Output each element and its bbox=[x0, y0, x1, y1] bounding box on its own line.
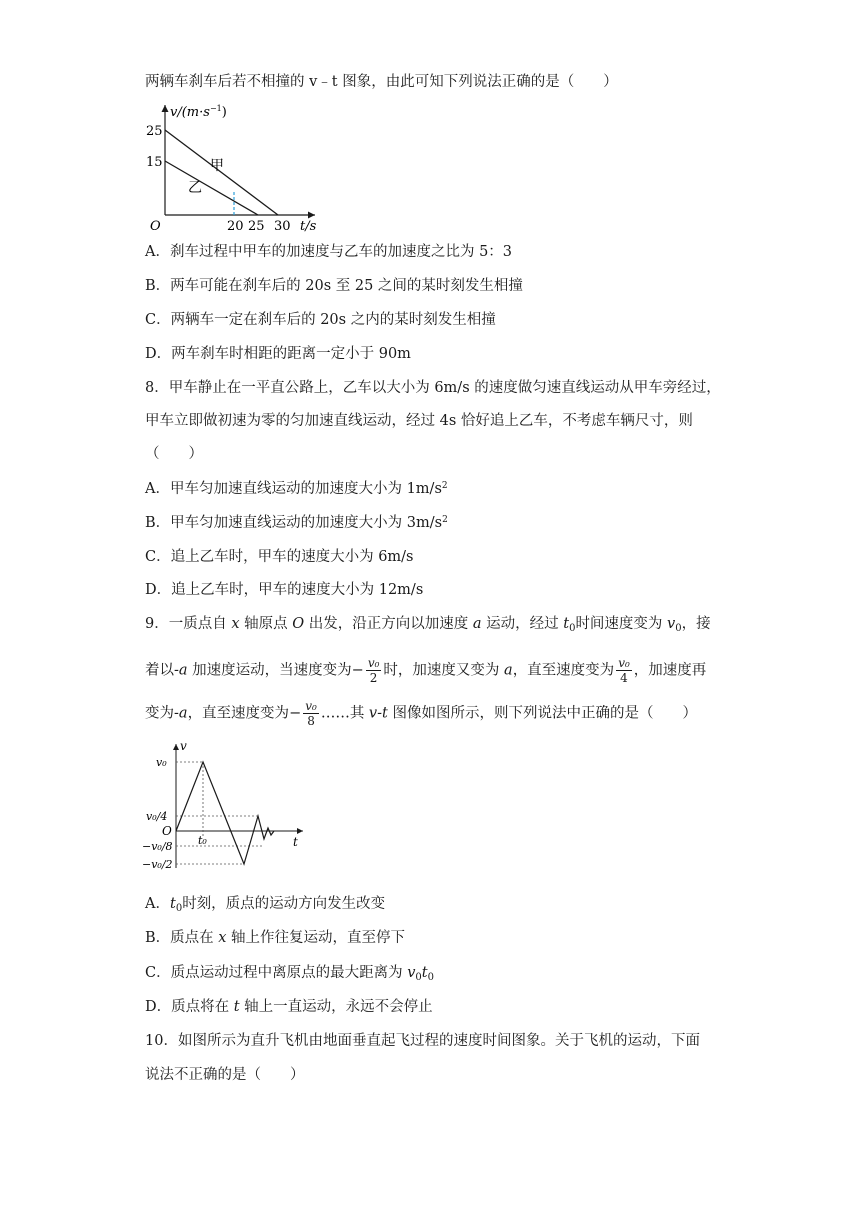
q10-stem-line-1: 10．如图所示为直升飞机由地面垂直起飞过程的速度时间图象。关于飞机的运动，下面 bbox=[145, 1033, 700, 1049]
q8-stem-line-3: （ ） bbox=[145, 446, 203, 462]
q8-option-b: B．甲车匀加速直线运动的加速度大小为 $3m/s^2$ bbox=[145, 515, 448, 531]
q9-option-c: C．质点运动过程中离原点的最大距离为 $v_0t_0$ bbox=[145, 965, 434, 983]
q7-y-label: $v/(m\cdot s^{-1})$ bbox=[170, 104, 227, 120]
q7-origin: O bbox=[150, 219, 161, 234]
q7-option-b: B．两车可能在刹车后的 20s 至 25 之间的某时刻发生相撞 bbox=[145, 278, 523, 294]
q7-label-yi: 乙 bbox=[188, 180, 202, 196]
q8-option-c: C．追上乙车时，甲车的速度大小为 6m/s bbox=[145, 549, 414, 565]
q10-stem-line-2: 说法不正确的是（ ） bbox=[145, 1067, 305, 1083]
q9-tick-neg-v0-2: −v₀/2 bbox=[142, 858, 173, 871]
q8-stem-line-2: 甲车立即做初速为零的匀加速直线运动，经过 4s 恰好追上乙车，不考虑车辆尺寸，则 bbox=[145, 413, 693, 429]
q7-label-jia: 甲 bbox=[210, 158, 224, 174]
q9-origin: O bbox=[162, 824, 172, 838]
q8-option-d: D．追上乙车时，甲车的速度大小为 12m/s bbox=[145, 582, 424, 598]
q7-option-d: D．两车刹车时相距的距离一定小于 90m bbox=[145, 346, 411, 362]
q9-stem-line-2: 着以-a 加速度运动，当速度变为− $\frac{\text{v₀}}{2}$ 时，加速度又变为 a，直至速度变为 $\frac{\text{v₀}}{4}$ ，加速度再 bbox=[145, 656, 707, 685]
q7-stem: 两辆车刹车后若不相撞的 v﹣t 图象，由此可知下列说法正确的是（ ） bbox=[145, 74, 618, 90]
q9-v-label: v bbox=[180, 740, 187, 753]
fraction-v0-8: $\frac{\text{v₀}}{8}$ bbox=[305, 699, 317, 728]
q9-tick-v0: v₀ bbox=[156, 756, 167, 769]
q9-tick-v0-4: v₀/4 bbox=[146, 810, 168, 823]
q7-x-label: t/s bbox=[300, 219, 317, 234]
q7-vt-graph bbox=[140, 100, 330, 235]
q7-option-a: A．刹车过程中甲车的加速度与乙车的加速度之比为 5：3 bbox=[145, 244, 513, 260]
q9-option-a: A．$t_0$时刻，质点的运动方向发生改变 bbox=[145, 896, 386, 914]
q7-tick-25: 25 bbox=[146, 124, 163, 139]
q9-tick-neg-v0-8: −v₀/8 bbox=[142, 840, 173, 853]
q9-velocity-curve bbox=[176, 762, 274, 864]
fraction-v0-4: $\frac{\text{v₀}}{4}$ bbox=[618, 656, 630, 685]
q9-t-label: t bbox=[293, 835, 298, 849]
q7-xtick-30: 30 bbox=[274, 219, 291, 234]
q7-xtick-20: 20 bbox=[227, 219, 244, 234]
q9-tick-t0: t₀ bbox=[198, 834, 207, 847]
q9-vt-graph bbox=[138, 740, 313, 875]
fraction-v0-2: $\frac{\text{v₀}}{2}$ bbox=[367, 656, 380, 685]
q7-xtick-25: 25 bbox=[248, 219, 265, 234]
q9-stem-line-3: 变为-a，直至速度变为− $\frac{\text{v₀}}{8}$ ……其 v-t 图像如图所示，则下列说法中正确的是（ ） bbox=[145, 699, 697, 728]
q8-stem-line-1: 8．甲车静止在一平直公路上，乙车以大小为 6m/s 的速度做匀速直线运动从甲车旁经过， bbox=[145, 380, 721, 396]
q9-option-d: D．质点将在 t 轴上一直运动，永远不会停止 bbox=[145, 999, 433, 1015]
q8-option-a: A．甲车匀加速直线运动的加速度大小为 $1m/s^2$ bbox=[145, 481, 448, 497]
q9-option-b: B．质点在 x 轴上作往复运动，直至停下 bbox=[145, 930, 406, 946]
q7-option-c: C．两辆车一定在刹车后的 20s 之内的某时刻发生相撞 bbox=[145, 312, 496, 328]
q7-tick-15: 15 bbox=[146, 155, 163, 170]
q9-stem-line-1: 9．一质点自 x 轴原点 O 出发，沿正方向以加速度 a 运动，经过 $t_0$时间速度变为 $v_0$，接 bbox=[145, 616, 711, 634]
